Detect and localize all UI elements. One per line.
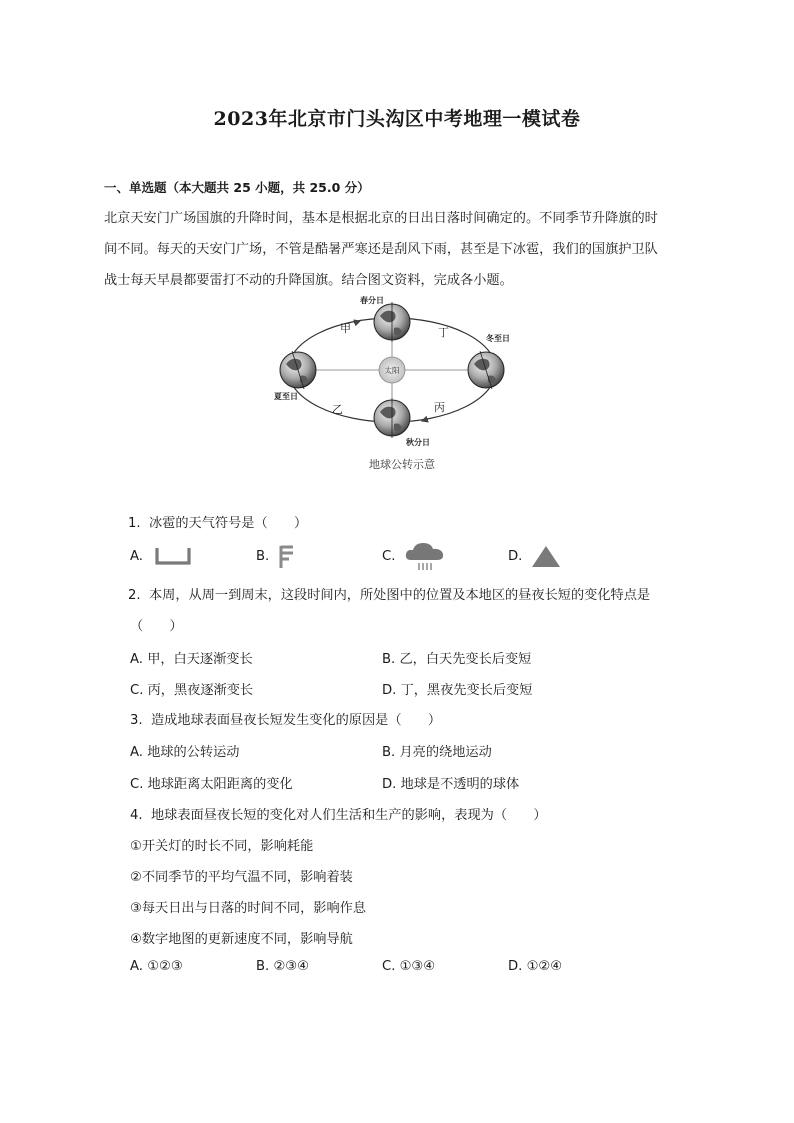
option-text: 月亮的绕地运动 [399,745,492,760]
q4-option-b[interactable] [256,959,309,974]
q4-statement: ②不同季节的平均气温不同，影响着装 [130,870,353,885]
option-label: A. [130,652,143,667]
option-label: C. [130,777,144,792]
q2-option-b[interactable] [382,648,531,667]
question-text: 造成地球表面昼夜长短发生变化的原因是（ ） [150,713,442,728]
q1-option-c[interactable] [382,549,395,564]
option-label: D. [508,549,523,564]
question-3 [130,709,441,728]
question-2 [128,584,650,603]
option-text: 地球是不透明的球体 [400,777,520,792]
question-4 [130,804,547,823]
question-text: 冰雹的天气符号是（ ） [148,516,308,531]
option-text: 地球距离太阳距离的变化 [147,777,293,792]
globe-winter-icon [468,351,504,389]
q1-option-a[interactable] [130,549,143,564]
question-2-bracket: （ ） [130,619,183,634]
weather-symbol-triangle-icon [531,545,561,569]
q4-statement: ③每天日出与日落的时间不同，影响作息 [130,901,367,916]
option-text: 丁，黑夜先变长后变短 [400,683,533,698]
question-number: 3. [130,713,143,728]
option-text: 乙，白天先变长后变短 [399,652,532,667]
q3-option-b[interactable] [382,741,492,760]
q3-option-d[interactable] [382,773,519,792]
section-heading [104,178,370,196]
option-label: B. [256,549,270,564]
weather-symbol-cloud-rain-icon [403,540,447,572]
label-yi: 乙 [332,403,343,416]
intro-paragraph [104,203,700,296]
sun-label: 太阳 [384,366,400,375]
label-summer: 夏至日 [274,392,298,401]
page-title: 2023年北京市门头沟区中考地理一模试卷 [213,108,581,130]
option-label: D. [382,683,397,698]
option-label: D. [508,959,523,974]
intro-line: 北京天安门广场国旗的升降时间，基本是根据北京的日出日落时间确定的。不同季节升降旗的时 [104,211,658,226]
q4-statement: ①开关灯的时长不同，影响耗能 [130,839,314,854]
section-note: （本大题共 25 小题，共 25.0 分） [166,180,370,195]
option-label: B. [382,652,396,667]
earth-revolution-figure [268,292,518,472]
globe-summer-icon [280,351,316,389]
q1-option-b[interactable] [256,549,269,564]
option-text: ①③④ [399,959,436,974]
question-text: 地球表面昼夜长短的变化对人们生活和生产的影响，表现为（ ） [150,808,547,823]
q4-option-c[interactable] [382,959,435,974]
option-text: 地球的公转运动 [147,745,240,760]
option-text: 甲，白天逐渐变长 [147,652,253,667]
option-label: B. [256,959,270,974]
label-bing: 丙 [434,401,445,414]
q1-option-d[interactable] [508,549,522,564]
label-winter: 冬至日 [486,334,510,343]
globe-autumn-icon [374,398,410,438]
question-number: 1. [128,516,141,531]
option-text: ①②④ [526,959,563,974]
option-label: D. [382,777,397,792]
option-label: A. [130,549,143,564]
label-jia: 甲 [340,322,351,335]
question-number: 2. [128,588,141,603]
option-label: A. [130,959,143,974]
label-autumn: 秋分日 [406,438,430,447]
q2-option-a[interactable] [130,648,253,667]
intro-line: 战士每天早晨都要雷打不动的升降国旗。结合图文资料，完成各小题。 [104,273,513,288]
q3-option-c[interactable] [130,773,293,792]
q3-option-a[interactable] [130,741,240,760]
figure-caption: 地球公转示意 [369,458,435,471]
question-text: 本周，从周一到周末，这段时间内，所处图中的位置及本地区的昼夜长短的变化特点是 [148,588,651,603]
question-1 [128,512,307,531]
option-label: A. [130,745,143,760]
option-label: C. [382,549,396,564]
q4-option-d[interactable] [508,959,562,974]
label-spring: 春分日 [360,296,384,305]
option-label: C. [382,959,396,974]
option-text: ②③④ [273,959,309,974]
q4-statement: ④数字地图的更新速度不同，影响导航 [130,932,353,947]
section-label: 一、单选题 [104,180,167,195]
q2-option-d[interactable] [382,679,532,698]
weather-symbol-flag-icon [277,544,299,570]
label-ding: 丁 [438,326,449,339]
weather-symbol-bracket-icon [155,545,191,567]
intro-line: 间不同。每天的天安门广场，不管是酷暑严寒还是刮风下雨，甚至是下冰雹，我们的国旗护卫队 [104,242,658,257]
globe-spring-icon [374,302,410,342]
option-text: ①②③ [147,959,183,974]
option-text: 丙，黑夜逐渐变长 [147,683,254,698]
option-label: C. [130,683,144,698]
q4-option-a[interactable] [130,959,183,974]
q2-option-c[interactable] [130,679,253,698]
question-number: 4. [130,808,143,823]
option-label: B. [382,745,396,760]
